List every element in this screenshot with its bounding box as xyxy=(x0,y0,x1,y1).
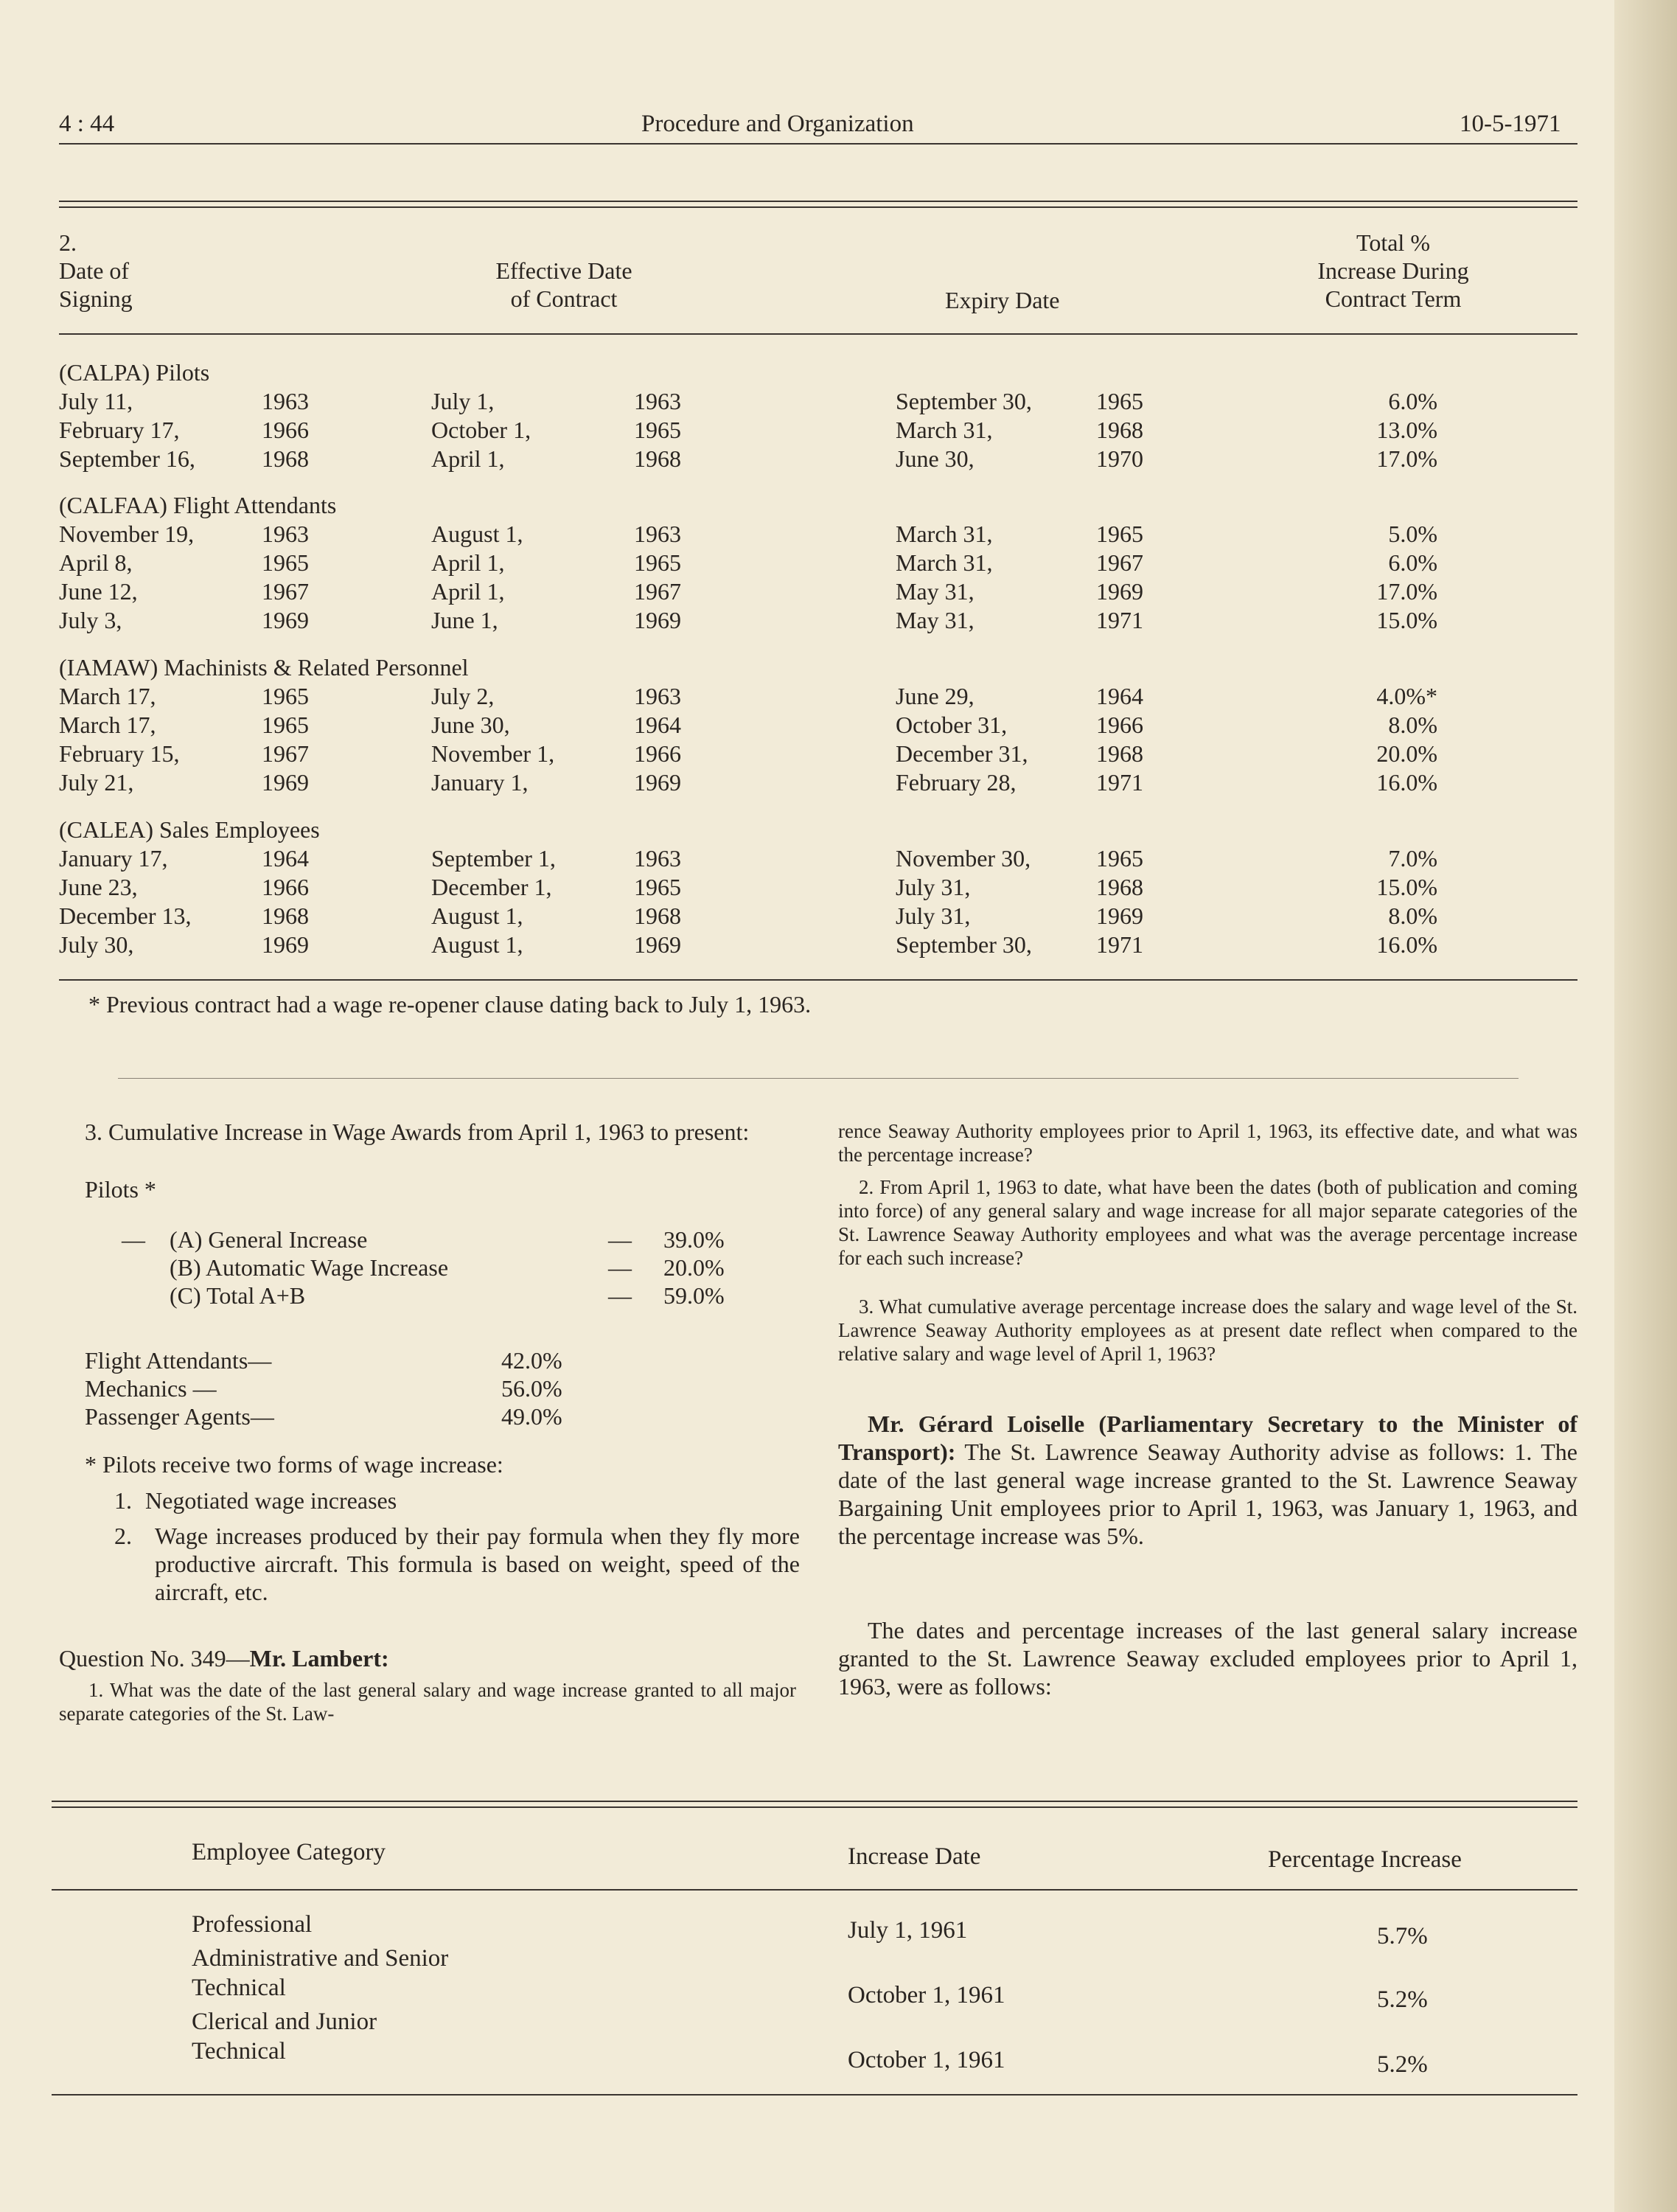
cell-expiry-year: 1968 xyxy=(1096,417,1143,443)
cell-effective-year: 1969 xyxy=(634,769,681,796)
cell-expiry-date: March 31, xyxy=(896,549,993,576)
cell-total-increase: 8.0% xyxy=(1388,712,1437,738)
header-line: Date of xyxy=(59,257,130,284)
cell-total-increase: 4.0%* xyxy=(1376,683,1437,709)
table-header-rule xyxy=(59,333,1577,335)
cell-expiry-year: 1971 xyxy=(1096,769,1143,796)
cell-signing-year: 1963 xyxy=(262,388,309,414)
cell-effective-year: 1963 xyxy=(634,388,681,414)
cell-effective-year: 1965 xyxy=(634,549,681,576)
cell-effective-year: 1968 xyxy=(634,902,681,929)
cell-expiry-year: 1967 xyxy=(1096,549,1143,576)
pilots-row-dash: — xyxy=(608,1282,632,1309)
question-349 xyxy=(59,1644,389,1672)
cell-effective-year: 1963 xyxy=(634,683,681,709)
cell-effective-date: June 30, xyxy=(431,712,510,738)
table-footnote: * Previous contract had a wage re-opener clause dating back to July 1, 1963. xyxy=(88,991,812,1018)
cell-signing-date: March 17, xyxy=(59,683,156,709)
cell-effective-year: 1966 xyxy=(634,740,681,767)
cell-signing-year: 1966 xyxy=(262,417,309,443)
note-number: 2. xyxy=(114,1523,132,1549)
cell-total-increase: 15.0% xyxy=(1376,874,1437,900)
note-text: Wage increases produced by their pay formula when they fly more productive aircraft. This formula is based on weight, speed of the aircraft, etc. xyxy=(155,1523,800,1605)
pilots-row-label: (A) General Increase xyxy=(170,1226,368,1253)
col-header-total xyxy=(1283,229,1504,313)
cell-effective-date: August 1, xyxy=(431,521,523,547)
running-date: 10-5-1971 xyxy=(1460,111,1561,137)
cell-expiry-year: 1966 xyxy=(1096,712,1143,738)
salary-table-top-rule-2 xyxy=(52,1806,1577,1808)
cell-expiry-year: 1965 xyxy=(1096,845,1143,872)
cell-expiry-date: September 30, xyxy=(896,388,1032,414)
answer-paragraph xyxy=(838,1410,1577,1550)
col-header-expiry xyxy=(945,286,1060,314)
cell-signing-date: April 8, xyxy=(59,549,133,576)
question-3: 3. What cumulative average percentage increase does the salary and wage level of the St. Lawrence Seaway Authority employees as at present date reflect when compared to the relative salary and wage level of April 1, 1963? xyxy=(838,1295,1577,1365)
cell-effective-date: August 1, xyxy=(431,931,523,958)
cell-signing-year: 1963 xyxy=(262,521,309,547)
salary-table-bottom-rule xyxy=(52,2094,1577,2096)
pilots-row-value: 20.0% xyxy=(663,1254,725,1281)
cell-signing-date: March 17, xyxy=(59,712,156,738)
cell-expiry-year: 1968 xyxy=(1096,874,1143,900)
cell-effective-year: 1963 xyxy=(634,521,681,547)
header-rule xyxy=(59,143,1577,145)
pilots-row-value: 39.0% xyxy=(663,1226,725,1253)
cell-effective-year: 1968 xyxy=(634,445,681,472)
cell-signing-year: 1964 xyxy=(262,845,309,872)
cell-signing-date: September 16, xyxy=(59,445,195,472)
cell-expiry-date: May 31, xyxy=(896,607,975,633)
cell-total-increase: 17.0% xyxy=(1376,578,1437,605)
cell-signing-year: 1967 xyxy=(262,578,309,605)
table-top-rule xyxy=(59,201,1577,202)
cell-expiry-date: May 31, xyxy=(896,578,975,605)
cell-expiry-date: November 30, xyxy=(896,845,1031,872)
question-member: Mr. Lambert: xyxy=(249,1645,389,1672)
cell-signing-date: July 21, xyxy=(59,769,134,796)
cell-total-increase: 6.0% xyxy=(1388,549,1437,576)
salary-table-top-rule xyxy=(52,1801,1577,1802)
cell-effective-date: April 1, xyxy=(431,549,505,576)
pilots-row-label: (C) Total A+B xyxy=(170,1282,306,1309)
cell-signing-date: July 11, xyxy=(59,388,133,414)
cell-signing-date: January 17, xyxy=(59,845,168,872)
group-heading: (CALPA) Pilots xyxy=(59,359,210,386)
salary-table-header-rule xyxy=(52,1889,1577,1891)
cell-expiry-year: 1969 xyxy=(1096,902,1143,929)
cell-effective-date: April 1, xyxy=(431,578,505,605)
cell-expiry-date: February 28, xyxy=(896,769,1017,796)
col-header-signing xyxy=(59,229,133,313)
cell-effective-date: July 1, xyxy=(431,388,495,414)
cell-total-increase: 20.0% xyxy=(1376,740,1437,767)
header-line: Effective Date xyxy=(495,257,632,284)
pilots-row-dash: — xyxy=(608,1226,632,1253)
header-line: Contract Term xyxy=(1325,285,1462,312)
salary-row-3-pct: 5.2% xyxy=(1377,2051,1428,2078)
cell-signing-year: 1969 xyxy=(262,607,309,633)
rate-row-value: 56.0% xyxy=(501,1375,562,1402)
cell-effective-date: October 1, xyxy=(431,417,531,443)
cell-total-increase: 7.0% xyxy=(1388,845,1437,872)
cell-signing-date: July 3, xyxy=(59,607,122,633)
col-header-effective xyxy=(468,257,660,313)
cell-effective-date: June 1, xyxy=(431,607,498,633)
answer-speaker: Mr. Gérard Loiselle (Parliamentary Secretary to the Minister of Transport): xyxy=(838,1411,1577,1465)
group-heading: (CALFAA) Flight Attendants xyxy=(59,492,337,518)
note-text: Negotiated wage increases xyxy=(145,1487,397,1514)
cell-total-increase: 16.0% xyxy=(1376,931,1437,958)
cell-signing-year: 1965 xyxy=(262,683,309,709)
cell-signing-date: June 12, xyxy=(59,578,138,605)
cell-expiry-date: July 31, xyxy=(896,874,971,900)
cell-expiry-year: 1971 xyxy=(1096,931,1143,958)
cell-signing-date: July 30, xyxy=(59,931,134,958)
cell-expiry-date: March 31, xyxy=(896,417,993,443)
rate-row-label: Passenger Agents— xyxy=(85,1403,274,1430)
cell-total-increase: 13.0% xyxy=(1376,417,1437,443)
rate-row-label: Mechanics — xyxy=(85,1375,217,1402)
cell-expiry-date: June 29, xyxy=(896,683,975,709)
cumulative-heading: 3. Cumulative Increase in Wage Awards from April 1, 1963 to present: xyxy=(85,1119,750,1145)
salary-row-2-date: October 1, 1961 xyxy=(848,1982,1005,2008)
cell-effective-year: 1967 xyxy=(634,578,681,605)
cell-expiry-year: 1968 xyxy=(1096,740,1143,767)
running-title: Procedure and Organization xyxy=(641,111,914,137)
group-heading: (IAMAW) Machinists & Related Personnel xyxy=(59,654,469,681)
cell-signing-year: 1966 xyxy=(262,874,309,900)
salary-header-pct: Percentage Increase xyxy=(1268,1846,1462,1873)
salary-row-1-category: Professional xyxy=(192,1911,313,1938)
header-line: of Contract xyxy=(510,285,618,312)
cell-effective-date: November 1, xyxy=(431,740,555,767)
cell-effective-year: 1969 xyxy=(634,607,681,633)
cell-signing-date: February 15, xyxy=(59,740,180,767)
page-number: 4 : 44 xyxy=(59,111,115,137)
cell-signing-year: 1968 xyxy=(262,902,309,929)
note-item-1 xyxy=(114,1486,397,1514)
salary-header-date: Increase Date xyxy=(848,1843,981,1870)
page-edge xyxy=(1614,0,1677,2212)
table-top-rule-2 xyxy=(59,206,1577,208)
question-continuation: rence Seaway Authority employees prior to April 1, 1963, its effective date, and what was the percentage increase? xyxy=(838,1120,1577,1166)
cell-expiry-year: 1970 xyxy=(1096,445,1143,472)
salary-header-category: Employee Category xyxy=(192,1839,386,1865)
rate-row-value: 49.0% xyxy=(501,1403,562,1430)
pilots-row-value: 59.0% xyxy=(663,1282,725,1309)
cell-effective-date: April 1, xyxy=(431,445,505,472)
cell-effective-date: August 1, xyxy=(431,902,523,929)
cell-total-increase: 17.0% xyxy=(1376,445,1437,472)
cell-total-increase: 8.0% xyxy=(1388,902,1437,929)
table-bottom-rule xyxy=(59,979,1577,981)
cell-signing-year: 1965 xyxy=(262,712,309,738)
cell-expiry-date: September 30, xyxy=(896,931,1032,958)
cell-effective-date: September 1, xyxy=(431,845,556,872)
rate-row-label: Flight Attendants— xyxy=(85,1347,272,1374)
cell-signing-date: June 23, xyxy=(59,874,138,900)
cell-effective-date: December 1, xyxy=(431,874,552,900)
cell-signing-year: 1965 xyxy=(262,549,309,576)
cell-effective-year: 1963 xyxy=(634,845,681,872)
section-divider xyxy=(118,1078,1519,1079)
salary-row-2-pct: 5.2% xyxy=(1377,1986,1428,2013)
salary-row-2-category: Administrative and Senior Technical xyxy=(192,1945,449,2001)
cell-expiry-year: 1965 xyxy=(1096,521,1143,547)
cell-total-increase: 5.0% xyxy=(1388,521,1437,547)
salary-row-3-date: October 1, 1961 xyxy=(848,2047,1005,2073)
pilots-row-label: (B) Automatic Wage Increase xyxy=(170,1254,449,1281)
question-2: 2. From April 1, 1963 to date, what have been the dates (both of publication and coming into force) of any general salary and wage increase for all major separate categories of the St. Lawrence Seaway Authority employees and what was the average percentage increase for each such increase? xyxy=(838,1176,1577,1269)
pilots-note: * Pilots receive two forms of wage increase: xyxy=(85,1451,503,1478)
pilots-row-dash: — xyxy=(608,1254,632,1281)
cell-expiry-date: October 31, xyxy=(896,712,1008,738)
cell-expiry-year: 1964 xyxy=(1096,683,1143,709)
cell-expiry-year: 1969 xyxy=(1096,578,1143,605)
note-item-2 xyxy=(114,1522,800,1606)
lead-dash: — xyxy=(122,1226,145,1253)
cell-effective-year: 1965 xyxy=(634,417,681,443)
cell-signing-year: 1969 xyxy=(262,769,309,796)
question-text-body: 1. What was the date of the last general salary and wage increase granted to all major separate categories of the St. Law- xyxy=(59,1679,796,1725)
cell-signing-year: 1968 xyxy=(262,445,309,472)
pilots-label: Pilots * xyxy=(85,1176,156,1203)
cell-expiry-date: June 30, xyxy=(896,445,975,472)
header-line: Total % xyxy=(1356,229,1430,256)
salary-row-3-category: Clerical and Junior Technical xyxy=(192,2008,377,2065)
cell-expiry-year: 1965 xyxy=(1096,388,1143,414)
cell-expiry-date: March 31, xyxy=(896,521,993,547)
rate-row-value: 42.0% xyxy=(501,1347,562,1374)
question-label: Question No. 349— xyxy=(59,1645,250,1672)
answer-text: The St. Lawrence Seaway Authority advise as follows: 1. The date of the last general wage increase granted to the St. Lawrence Seaway Bargaining Unit employees prior to April 1, 1963, was January 1, 1963, and the percentage increase was 5%. xyxy=(838,1439,1578,1549)
salary-row-1-pct: 5.7% xyxy=(1377,1923,1428,1950)
cell-total-increase: 16.0% xyxy=(1376,769,1437,796)
cell-signing-date: November 19, xyxy=(59,521,195,547)
question-text xyxy=(59,1678,796,1725)
cell-signing-year: 1967 xyxy=(262,740,309,767)
cell-signing-year: 1969 xyxy=(262,931,309,958)
header-line: Signing xyxy=(59,285,133,312)
answer-paragraph-2: The dates and percentage increases of the last general salary increase granted to the St. Lawrence Seaway excluded employees prior to April 1, 1963, were as follows: xyxy=(838,1617,1577,1700)
cell-effective-date: January 1, xyxy=(431,769,529,796)
cell-effective-year: 1965 xyxy=(634,874,681,900)
cell-effective-year: 1969 xyxy=(634,931,681,958)
salary-row-1-date: July 1, 1961 xyxy=(848,1917,968,1944)
note-number: 1. xyxy=(114,1487,132,1514)
cell-expiry-year: 1971 xyxy=(1096,607,1143,633)
header-line: Increase During xyxy=(1317,257,1469,284)
header-line: 2. xyxy=(59,229,77,256)
cell-signing-date: December 13, xyxy=(59,902,192,929)
cell-total-increase: 15.0% xyxy=(1376,607,1437,633)
cell-total-increase: 6.0% xyxy=(1388,388,1437,414)
cell-effective-year: 1964 xyxy=(634,712,681,738)
cell-expiry-date: July 31, xyxy=(896,902,971,929)
cell-expiry-date: December 31, xyxy=(896,740,1028,767)
group-heading: (CALEA) Sales Employees xyxy=(59,816,320,843)
cell-signing-date: February 17, xyxy=(59,417,180,443)
cell-effective-date: July 2, xyxy=(431,683,495,709)
header-line: Expiry Date xyxy=(945,287,1060,313)
